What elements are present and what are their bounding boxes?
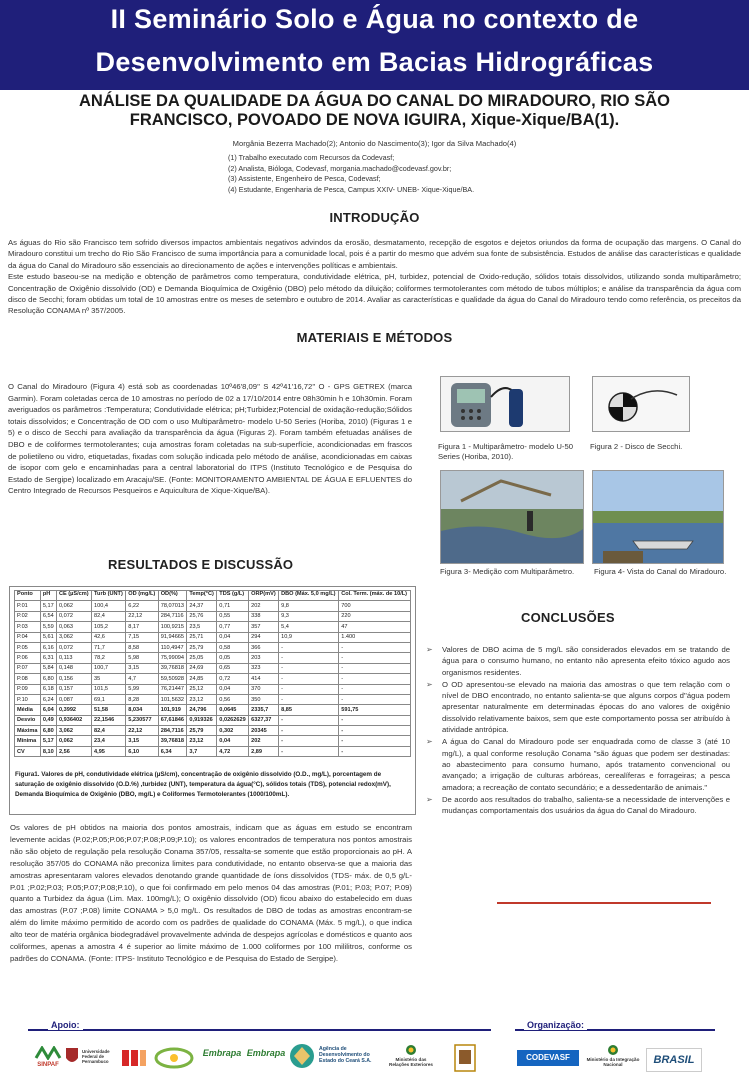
figure-3-image bbox=[440, 470, 584, 564]
table-cell: 323 bbox=[249, 663, 279, 673]
table-cell: 4,7 bbox=[126, 674, 158, 684]
event-banner bbox=[0, 0, 749, 90]
coat-of-arms-icon bbox=[606, 1044, 620, 1056]
green-swirl-logo bbox=[152, 1044, 196, 1072]
sinpaf-logo: SINPAF bbox=[32, 1046, 64, 1072]
table-cell: 3,062 bbox=[56, 632, 91, 642]
results-table-box bbox=[9, 586, 416, 815]
col-coliform: Col. Term. (máx. de 10/L) bbox=[339, 591, 411, 601]
paper-title bbox=[10, 92, 739, 130]
table-cell: 0,49 bbox=[40, 715, 56, 725]
table-cell: 47 bbox=[339, 622, 411, 632]
table-row bbox=[15, 694, 411, 704]
table-cell: 0,919326 bbox=[187, 715, 217, 725]
table-cell: 82,4 bbox=[92, 726, 126, 736]
table-cell: 5,17 bbox=[40, 601, 56, 611]
conclusoes-list bbox=[426, 644, 730, 817]
brasil-logo: BRASIL bbox=[646, 1048, 702, 1072]
table-cell: 0,062 bbox=[56, 601, 91, 611]
table-cell: 338 bbox=[249, 611, 279, 621]
table-cell: 366 bbox=[249, 642, 279, 652]
table-row bbox=[15, 674, 411, 684]
coat-of-arms-icon bbox=[404, 1044, 418, 1056]
table-cell: 24,69 bbox=[187, 663, 217, 673]
figure-4-image bbox=[592, 470, 724, 564]
table-cell: 100,9215 bbox=[158, 622, 187, 632]
table-cell: 8,034 bbox=[126, 705, 158, 715]
col-dbo: DBO (Máx. 5,0 mg/L) bbox=[279, 591, 339, 601]
table-cell: CV bbox=[15, 746, 41, 756]
table-cell: 39,76818 bbox=[158, 663, 187, 673]
codevasf-logo: CODEVASF bbox=[517, 1050, 579, 1066]
table-cell: 5,84 bbox=[40, 663, 56, 673]
embrapa-logo-2: Embrapa bbox=[246, 1048, 286, 1058]
table-cell: 6,04 bbox=[40, 705, 56, 715]
table-cell: 202 bbox=[249, 736, 279, 746]
conclusoes-heading: CONCLUSÕES bbox=[521, 610, 615, 625]
col-tds: TDS (g/L) bbox=[217, 591, 249, 601]
table-cell: 8,17 bbox=[126, 622, 158, 632]
table-cell: 82,4 bbox=[92, 611, 126, 621]
table-cell: 8,58 bbox=[126, 642, 158, 652]
table-cell: 25,12 bbox=[187, 684, 217, 694]
table-cell: 91,94665 bbox=[158, 632, 187, 642]
table-cell: 2335,7 bbox=[249, 705, 279, 715]
table-cell: - bbox=[339, 726, 411, 736]
table-row bbox=[15, 601, 411, 611]
table-cell: 0,113 bbox=[56, 653, 91, 663]
table-cell: 2,56 bbox=[56, 746, 91, 756]
conclusao-text: A água do Canal do Miradouro pode ser enquadrada como de classe 3 (até 10 mg/L), a qual conforme resolução Conama "são águas que podem ser destinadas: ao abastecimento para consumo humano, após tratamento convencional ou avançado; a irrigação de culturas arbóreas, cerealíferas e forrageiras; a pesca amadora; a recreação de contato secundário; e a dessedentarão de animais." bbox=[442, 737, 730, 792]
resultados-text: Os valores de pH obtidos na maioria dos pontos amostrais, indicam que as águas em estudo se encontram levemente acidas (P.02;P.05;P.06;P.07;P.08;P.09;P.10); os valores encontrados de temperatura nos pontos amostrais não são objeto de regulação pela resolução Conama 357/05, ressalta-se somente que estão proporcionais ao pH. A resolução 357/05 do CONAMA não preconiza limites para condutividade, no entanto observa-se que a maioria das amostras apresentaram valores elevados denotando grande quantidade de íons dissolvidos (TDS- máx. de 0,5 g/L- P.01 ;P.02;P.03; P.05;P.07;P.08;P.10), o que foi confirmado em pelo menos 04 das amostras (P.01; P.03; P.07; P.09) quanto a Turbidez da água (Lim. Max. 100mg/L); O oxigênio dissolvido (OD) ficou abaixo do estabelecido em duas das amostras (P.07 ;P.08) limite CONAMA > 5,0 mg/L. Os resultados de DBO de todas as amostras encontram-se além do limite máximo permitido de acordo com os padrões de qualidade do CONAMA (Máx. 5 mg/L), o que indica alto teor de matéria orgânica biodegradável provavelmente advinda de despejos agrícolas e domésticos e quanto aos coliformes, apenas a amostra 4 é superior ao limite máximo de 1.000 coliformes por 100 mililitros, conforme os padrões do CONAMA. (Fonte: ITPS- Instituto Tecnológico e de Pesquisa do Estado de Sergipe). bbox=[10, 823, 412, 963]
table-row bbox=[15, 611, 411, 621]
table-cell: - bbox=[339, 642, 411, 652]
organizacao-label: Organização: bbox=[524, 1020, 587, 1030]
conclusao-item bbox=[426, 794, 730, 817]
table-stat-row bbox=[15, 726, 411, 736]
table-cell: - bbox=[339, 715, 411, 725]
affiliations bbox=[228, 153, 558, 195]
table-cell: 8,85 bbox=[279, 705, 339, 715]
figure-4-caption: Figura 4- Vista do Canal do Miradouro. bbox=[594, 567, 727, 576]
table-cell: 6,22 bbox=[126, 601, 158, 611]
table-cell: P.01 bbox=[15, 601, 41, 611]
table-cell: 101,5632 bbox=[158, 694, 187, 704]
table-row bbox=[15, 622, 411, 632]
table-cell: - bbox=[279, 653, 339, 663]
ufpe-crest-icon bbox=[64, 1046, 80, 1066]
table-cell: 23,4 bbox=[92, 736, 126, 746]
table-cell: 0,77 bbox=[217, 622, 249, 632]
table-cell: P.09 bbox=[15, 684, 41, 694]
table-cell: 591,75 bbox=[339, 705, 411, 715]
red-emblem-logo bbox=[120, 1048, 148, 1068]
introducao-heading: INTRODUÇÃO bbox=[329, 210, 420, 225]
table-cell: 10,9 bbox=[279, 632, 339, 642]
table-cell: P.04 bbox=[15, 632, 41, 642]
table-cell: 9,8 bbox=[279, 601, 339, 611]
affiliation-4: (4) Estudante, Engenharia de Pesca, Campus XXIV- UNEB- Xique-Xique/BA. bbox=[228, 184, 475, 194]
table-cell: Desvio bbox=[15, 715, 41, 725]
conclusao-item bbox=[426, 644, 730, 678]
table-cell: 6,10 bbox=[126, 746, 158, 756]
embrapa-logo-1: Embrapa bbox=[202, 1048, 242, 1058]
table-cell: 414 bbox=[249, 674, 279, 684]
table-cell: 6,80 bbox=[40, 726, 56, 736]
table-cell: 0,087 bbox=[56, 694, 91, 704]
multiparameter-icon bbox=[441, 377, 569, 431]
table-cell: 67,61846 bbox=[158, 715, 187, 725]
table-row bbox=[15, 642, 411, 652]
table-cell: 51,58 bbox=[92, 705, 126, 715]
table-cell: - bbox=[339, 653, 411, 663]
figure-2-image bbox=[592, 376, 690, 432]
table-cell: 5,17 bbox=[40, 736, 56, 746]
red-emblem-icon bbox=[120, 1048, 148, 1068]
table-cell: - bbox=[339, 746, 411, 756]
table-cell: 110,4947 bbox=[158, 642, 187, 652]
table-cell: 284,7116 bbox=[158, 611, 187, 621]
col-od-pct: OD(%) bbox=[158, 591, 187, 601]
table-cell: 78,07013 bbox=[158, 601, 187, 611]
table-cell: 25,79 bbox=[187, 642, 217, 652]
affiliation-2: (2) Analista, Bióloga, Codevasf, morgania.machado@codevasf.gov.br; bbox=[228, 163, 452, 173]
table-cell: 220 bbox=[339, 611, 411, 621]
table-cell: 700 bbox=[339, 601, 411, 611]
affiliation-3: (3) Assistente, Engenheiro de Pesca, Codevasf; bbox=[228, 174, 381, 183]
table-cell: 0,71 bbox=[217, 601, 249, 611]
table-cell: 59,50928 bbox=[158, 674, 187, 684]
table-cell: 0,0262629 bbox=[217, 715, 249, 725]
table-cell: - bbox=[279, 746, 339, 756]
table-cell: 35 bbox=[92, 674, 126, 684]
table-cell: 370 bbox=[249, 684, 279, 694]
table-cell: 6327,37 bbox=[249, 715, 279, 725]
table-cell: 3,15 bbox=[126, 663, 158, 673]
table-cell: 0,936402 bbox=[56, 715, 91, 725]
table-cell: 0,56 bbox=[217, 694, 249, 704]
table-cell: 24,37 bbox=[187, 601, 217, 611]
table-cell: 6,16 bbox=[40, 642, 56, 652]
table-cell: 5,61 bbox=[40, 632, 56, 642]
banner-line-2: Desenvolvimento em Bacias Hidrográficas bbox=[95, 47, 654, 77]
badge-logo bbox=[454, 1044, 476, 1072]
table-cell: - bbox=[279, 642, 339, 652]
table-cell: 25,76 bbox=[187, 611, 217, 621]
table-cell: 5,4 bbox=[279, 622, 339, 632]
river-measurement-photo bbox=[441, 471, 583, 563]
table-cell: Mínima bbox=[15, 736, 41, 746]
table-cell: 0,156 bbox=[56, 674, 91, 684]
table-cell: 6,18 bbox=[40, 684, 56, 694]
introducao-paragraph-2: Este estudo baseou-se na medição e obtenção de parâmetros como temperatura, condutividade elétrica, pH, turbidez, potencial de Oxido-redução, sólidos totais dissolvidos, utilizando sonda multiparâmetro; Concentração de Oxigênio dissolvido (OD) e Demanda Bioquímica de Oxigênio (DBO) pelo método da diluição; coliformes termotolerantes com método de tubos múltiplos; e análise da transparência da água com disco de Secchi; foram obtidas um total de 10 amostras entre os meses de setembro e outubro de 2014. Avaliar as características e qualidade da água do Canal do Miradouro tendo como referência, os preceitos da Resolução CONAMA nº 357/2005. bbox=[8, 272, 741, 316]
col-ce: CE (µS/cm) bbox=[56, 591, 91, 601]
table-cell: 3,7 bbox=[187, 746, 217, 756]
table-cell: 105,2 bbox=[92, 622, 126, 632]
table-cell: 22,1546 bbox=[92, 715, 126, 725]
table-cell: 69,1 bbox=[92, 694, 126, 704]
apoio-rule bbox=[28, 1029, 491, 1031]
results-table bbox=[14, 590, 411, 757]
conclusao-text: De acordo aos resultados do trabalho, salienta-se a necessidade de intervenções e mudanças comportamentais dos usuários da água do Canal do Miradouro. bbox=[442, 794, 730, 816]
table-row bbox=[15, 663, 411, 673]
table-cell: 22,12 bbox=[126, 611, 158, 621]
table-cell: 0,3992 bbox=[56, 705, 91, 715]
arrow-bullet-icon: ➢ bbox=[426, 737, 433, 747]
table-cell: 75,99094 bbox=[158, 653, 187, 663]
table-row bbox=[15, 653, 411, 663]
table-cell: 25,79 bbox=[187, 726, 217, 736]
table-cell: - bbox=[279, 684, 339, 694]
table-cell: 0,05 bbox=[217, 653, 249, 663]
table-cell: 350 bbox=[249, 694, 279, 704]
apoio-label: Apoio: bbox=[48, 1020, 83, 1030]
table-stat-row bbox=[15, 705, 411, 715]
table-cell: 25,05 bbox=[187, 653, 217, 663]
table-cell: 20345 bbox=[249, 726, 279, 736]
table-cell: 0,072 bbox=[56, 611, 91, 621]
col-ponto: Ponto bbox=[15, 591, 41, 601]
table-cell: - bbox=[339, 736, 411, 746]
table-cell: P.08 bbox=[15, 674, 41, 684]
table-stat-row bbox=[15, 746, 411, 756]
table-cell: 0,65 bbox=[217, 663, 249, 673]
col-turb: Turb (UNT) bbox=[92, 591, 126, 601]
table-cell: 0,062 bbox=[56, 736, 91, 746]
table-cell: 24,85 bbox=[187, 674, 217, 684]
table-cell: 71,7 bbox=[92, 642, 126, 652]
col-od: OD (mg/L) bbox=[126, 591, 158, 601]
relacoes-exteriores-logo: Ministério das Relações Exteriores bbox=[386, 1044, 436, 1074]
table-cell: 101,5 bbox=[92, 684, 126, 694]
table-cell: 357 bbox=[249, 622, 279, 632]
table-cell: - bbox=[339, 694, 411, 704]
arrow-bullet-icon: ➢ bbox=[426, 794, 433, 804]
table-cell: - bbox=[339, 663, 411, 673]
table-cell: - bbox=[339, 674, 411, 684]
results-table-body bbox=[15, 601, 411, 757]
conclusao-text: O OD apresentou-se elevado na maioria das amostras o que tem relação com o nível de DBO encontrado, no entanto salienta-se que alguns corpos d''água podem apresentar naturalmente em determinadas épocas do ano valores de oxigênio dissolvido relativamente baixos, sem que este comportamento possa ser atribuído à atividade antrópica. bbox=[442, 679, 730, 735]
results-table-caption: Figura1. Valores de pH, condutividade elétrica (µS/cm), concentração de oxigênio dissolvido (O.D., mg/L), porcentagem de saturação de oxigênio dissolvido (O.D.%) ,turbidez (UNT), temperatura da água(°C), sólidos totais (TDS), potencial redox(mV), Demanda Bioquímica de Oxigênio (DBO, mg/L) e Coliformes Termotolerantes (1000/100mL). bbox=[15, 771, 391, 799]
col-orp: ORP(mV) bbox=[249, 591, 279, 601]
table-cell: 4,72 bbox=[217, 746, 249, 756]
table-cell: 6,24 bbox=[40, 694, 56, 704]
table-cell: 6,54 bbox=[40, 611, 56, 621]
canal-view-photo bbox=[593, 471, 723, 563]
authors: Morgânia Bezerra Machado(2); Antonio do Nascimento(3); Igor da Silva Machado(4) bbox=[232, 139, 517, 148]
table-cell: 24,796 bbox=[187, 705, 217, 715]
table-cell: 23,12 bbox=[187, 694, 217, 704]
table-cell: P.10 bbox=[15, 694, 41, 704]
table-cell: 6,34 bbox=[158, 746, 187, 756]
table-cell: 203 bbox=[249, 653, 279, 663]
table-cell: 76,21447 bbox=[158, 684, 187, 694]
agencia-mark-icon bbox=[288, 1042, 316, 1070]
table-cell: - bbox=[279, 674, 339, 684]
table-cell: 5,59 bbox=[40, 622, 56, 632]
figure-1-caption: Figura 1 - Multiparâmetro- modelo U-50 Series (Horiba, 2010). bbox=[438, 442, 574, 461]
table-cell: 4,95 bbox=[92, 746, 126, 756]
table-header-row bbox=[15, 591, 411, 601]
integracao-nacional-logo: Ministério da Integração Nacional bbox=[584, 1044, 642, 1074]
table-cell: - bbox=[279, 694, 339, 704]
table-cell: 42,6 bbox=[92, 632, 126, 642]
table-cell: 0,148 bbox=[56, 663, 91, 673]
table-cell: 6,80 bbox=[40, 674, 56, 684]
badge-icon bbox=[454, 1044, 476, 1072]
col-ph: pH bbox=[40, 591, 56, 601]
table-cell: 5,230577 bbox=[126, 715, 158, 725]
table-cell: - bbox=[279, 715, 339, 725]
table-cell: P.02 bbox=[15, 611, 41, 621]
ufpe-logo: Universidade Federal de Pernambuco bbox=[64, 1046, 118, 1072]
table-cell: P.06 bbox=[15, 653, 41, 663]
conclusion-divider bbox=[497, 902, 711, 904]
materiais-text: O Canal do Miradouro (Figura 4) está sob as coordenadas 10º46'8,09'' S 42º41'16,72'' O - GPS GETREX (marca Garmin). Foram coletadas cerca de 10 amostras no período de 02 a 17/10/2014 entre 08h30min h e 10h30min. Foram averiguados os parâmetros :Temperatura; Condutividade elétrica; pH;Turbidez;Potencial de oxidação-redução;Sólidos totais dissolvidos; e Concentração de OD com o uso Multiparâmetro- modelo U-50 Series (Horiba, 2010) (Figuras 1 e 5) e o disco de Secchi para avaliação da transparência da água (Figuras 2). Foram também efetuadas análises de DBO e de coliformes termotolerantes; cuja amostras foram coletadas na sub-superfície, acondicionadas em frascos de polietileno ou vidro, etiquetadas, fixadas com solução indicada pelo método de análise, acondicionadas em caixas de isopor com gelo e encaminhadas para a central laboratorial do ITPS (Instituto Tecnológico e de Pesquisa do Estado de Sergipe) localizado em Aracaju/SE. (Fonte: MONITORAMENTO AMBIENTAL DE ÁGUA E EFLUENTES do Centro Integrado de Recursos Pesqueiros e Aquicultura de Xique-Xique/BA). bbox=[8, 382, 412, 496]
figure-1-image bbox=[440, 376, 570, 432]
table-cell: 100,7 bbox=[92, 663, 126, 673]
table-cell: P.07 bbox=[15, 663, 41, 673]
table-cell: 0,55 bbox=[217, 611, 249, 621]
table-cell: 25,71 bbox=[187, 632, 217, 642]
table-cell: 5,98 bbox=[126, 653, 158, 663]
table-cell: 0,72 bbox=[217, 674, 249, 684]
arrow-bullet-icon: ➢ bbox=[426, 679, 433, 689]
table-cell: 284,7116 bbox=[158, 726, 187, 736]
table-cell: 0,063 bbox=[56, 622, 91, 632]
secchi-disk-icon bbox=[593, 377, 689, 431]
table-row bbox=[15, 632, 411, 642]
table-cell: 0,58 bbox=[217, 642, 249, 652]
introducao-text bbox=[8, 237, 741, 317]
figure-3-caption: Figura 3- Medição com Multiparâmetro. bbox=[440, 567, 575, 576]
conclusao-item bbox=[426, 679, 730, 735]
table-cell: 1.400 bbox=[339, 632, 411, 642]
table-cell: 0,04 bbox=[217, 632, 249, 642]
agencia-logo: Agência de Desenvolvimento do Estado do Ceará S.A. bbox=[288, 1042, 384, 1074]
table-cell: 22,12 bbox=[126, 726, 158, 736]
table-cell: 3,062 bbox=[56, 726, 91, 736]
table-cell: - bbox=[279, 663, 339, 673]
conclusao-item bbox=[426, 736, 730, 792]
table-cell: 0,04 bbox=[217, 684, 249, 694]
table-cell: 294 bbox=[249, 632, 279, 642]
table-stat-row bbox=[15, 736, 411, 746]
table-row bbox=[15, 684, 411, 694]
table-cell: 101,919 bbox=[158, 705, 187, 715]
table-cell: Média bbox=[15, 705, 41, 715]
col-temp: Temp(°C) bbox=[187, 591, 217, 601]
table-cell: Máxima bbox=[15, 726, 41, 736]
affiliation-1: (1) Trabalho executado com Recursos da Codevasf; bbox=[228, 153, 395, 162]
table-cell: P.03 bbox=[15, 622, 41, 632]
table-cell: P.05 bbox=[15, 642, 41, 652]
arrow-bullet-icon: ➢ bbox=[426, 645, 433, 654]
sinpaf-mark-icon bbox=[32, 1046, 64, 1060]
table-cell: 3,15 bbox=[126, 736, 158, 746]
table-cell: 6,31 bbox=[40, 653, 56, 663]
table-cell: 5,99 bbox=[126, 684, 158, 694]
table-cell: - bbox=[339, 684, 411, 694]
table-cell: 39,76818 bbox=[158, 736, 187, 746]
table-cell: 202 bbox=[249, 601, 279, 611]
table-cell: - bbox=[279, 736, 339, 746]
table-stat-row bbox=[15, 715, 411, 725]
table-cell: 23,5 bbox=[187, 622, 217, 632]
table-cell: 0,072 bbox=[56, 642, 91, 652]
conclusao-text: Valores de DBO acima de 5 mg/L são considerados elevados em se tratando de água para o consumo humano, no entanto não apresenta efeito tóxico agudo aos organismos residentes. bbox=[442, 645, 730, 677]
table-cell: 78,2 bbox=[92, 653, 126, 663]
figure-2-caption: Figura 2 - Disco de Secchi. bbox=[590, 442, 683, 451]
green-swirl-icon bbox=[152, 1044, 196, 1072]
table-cell: 8,28 bbox=[126, 694, 158, 704]
table-cell: 100,4 bbox=[92, 601, 126, 611]
table-cell: 7,15 bbox=[126, 632, 158, 642]
resultados-heading: RESULTADOS E DISCUSSÃO bbox=[108, 557, 294, 572]
title-line-2: FRANCISCO, POVOADO DE NOVA IGUIRA, Xique-Xique/BA(1). bbox=[129, 111, 620, 129]
banner-line-1: II Seminário Solo e Água no contexto de bbox=[110, 4, 639, 34]
introducao-paragraph-1: As águas do Rio são Francisco tem sofrido diversos impactos ambientais negativos advindos da erosão, desmatamento, recepção de esgotos e dejetos oriundos da forma de ocupação das margens. O Canal do Miradouro constitui um trecho do Rio São Francisco de suma importância para a comunidade local, pois é a partir do mesmo que advém sua fonte de subsistência. Estudos de análise das características e qualidade da água do Canal do Miradouro são essenciais ao direcionamento de ações e intervenções políticas e ambientais. bbox=[8, 238, 741, 270]
table-cell: 0,04 bbox=[217, 736, 249, 746]
table-cell: 0,302 bbox=[217, 726, 249, 736]
table-cell: 0,0645 bbox=[217, 705, 249, 715]
table-cell: 0,157 bbox=[56, 684, 91, 694]
materiais-heading: MATERIAIS E MÉTODOS bbox=[296, 330, 453, 345]
table-cell: 2,89 bbox=[249, 746, 279, 756]
table-cell: 23,12 bbox=[187, 736, 217, 746]
table-cell: 8,10 bbox=[40, 746, 56, 756]
title-line-1: ANÁLISE DA QUALIDADE DA ÁGUA DO CANAL DO MIRADOURO, RIO SÃO bbox=[79, 92, 670, 110]
table-cell: 9,3 bbox=[279, 611, 339, 621]
table-cell: - bbox=[279, 726, 339, 736]
